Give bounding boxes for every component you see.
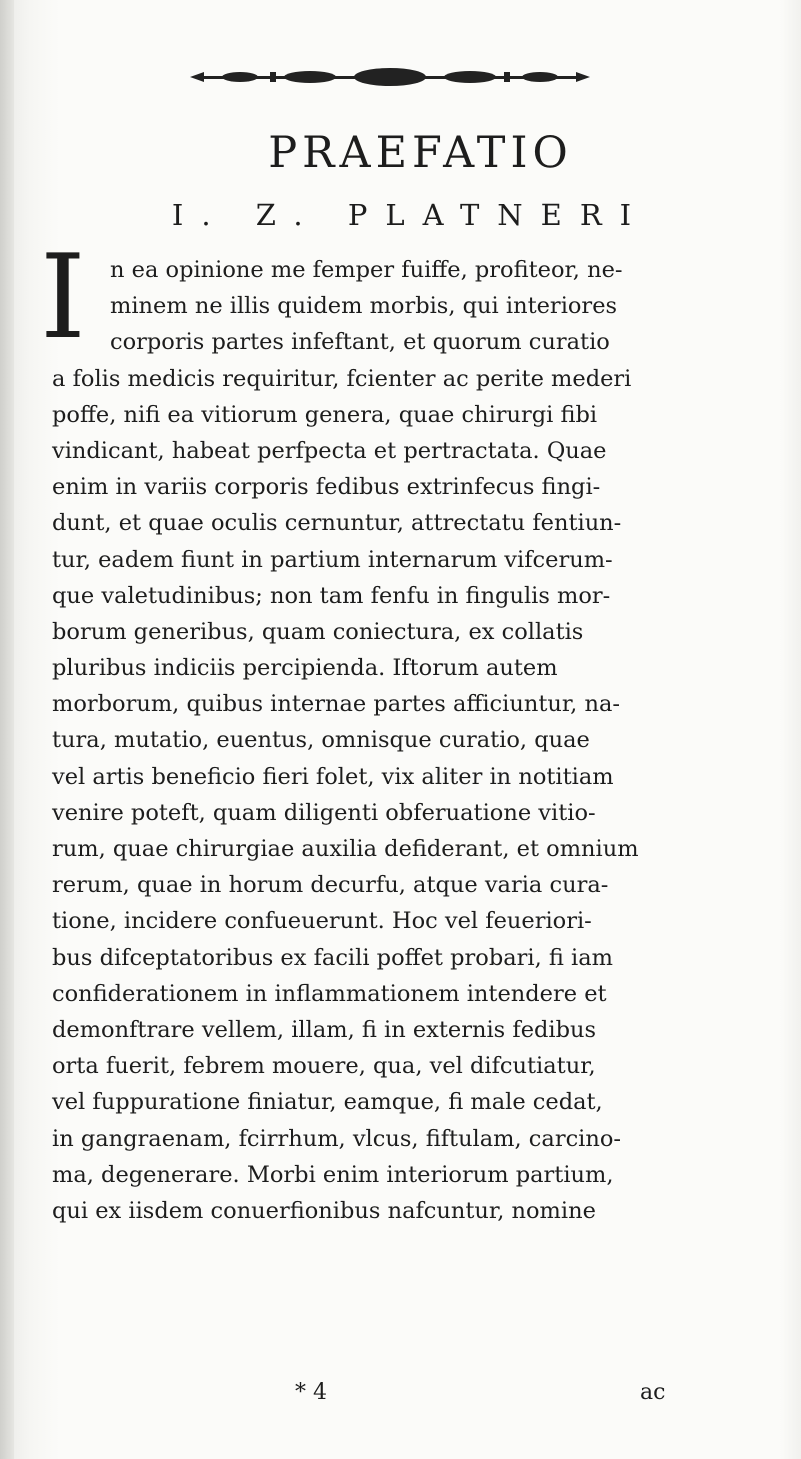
- text-line: vindicant, habeat perfpecta et pertractata. Quae: [52, 437, 607, 464]
- text-line: rerum, quae in horum decurfu, atque varia cura-: [52, 872, 609, 899]
- text-line: borum generibus, quam coniectura, ex collatis: [52, 618, 584, 645]
- page-title: PRAEFATIO: [268, 128, 573, 178]
- text-line: in gangraenam, fcirrhum, vlcus, fiftulam, carcino-: [52, 1125, 622, 1152]
- text-line: n ea opinione me femper fuiffe, profiteor, ne-: [110, 257, 623, 283]
- text-line: corporis partes infeftant, et quorum curatio: [110, 329, 610, 356]
- text-line: vel fuppuratione finiatur, eamque, fi male cedat,: [52, 1089, 603, 1116]
- text-line: demonftrare vellem, illam, fi in externis fedibus: [52, 1016, 597, 1043]
- page-footer: [0, 1380, 801, 1410]
- catchword: ac: [640, 1380, 666, 1405]
- text-line: minem ne illis quidem morbis, qui interiores: [110, 293, 618, 320]
- drop-cap-initial: I: [40, 230, 86, 365]
- author-heading: I. Z. PLATNERI: [171, 198, 650, 232]
- text-line: vel artis beneficio fieri folet, vix aliter in notitiam: [52, 763, 614, 790]
- text-line: tione, incidere confueuerunt. Hoc vel feueriori-: [52, 908, 592, 935]
- text-line: enim in variis corporis fedibus extrinfecus fingi-: [52, 474, 601, 501]
- text-line: poffe, nifi ea vitiorum genera, quae chirurgi fibi: [52, 401, 598, 428]
- text-line: confiderationem in inflammationem intendere et: [52, 980, 607, 1007]
- text-line: orta fuerit, febrem mouere, qua, vel difcutiatur,: [52, 1053, 596, 1080]
- body-text: [52, 252, 772, 1229]
- text-line: venire poteft, quam diligenti obferuatione vitio-: [52, 799, 596, 826]
- signature-mark: * 4: [295, 1380, 327, 1405]
- text-line: morborum, quibus internae partes afficiuntur, na-: [52, 691, 620, 718]
- ornamental-header-band: [180, 58, 600, 98]
- text-line: qui ex iisdem conuerfionibus nafcuntur, nomine: [52, 1197, 596, 1224]
- text-line: bus difceptatoribus ex facili poffet probari, fi iam: [52, 944, 613, 971]
- text-line: rum, quae chirurgiae auxilia defiderant, et omnium: [52, 836, 639, 862]
- text-line: que valetudinibus; non tam fenfu in fingulis mor-: [52, 582, 611, 609]
- text-line: ma, degenerare. Morbi enim interiorum partium,: [52, 1161, 614, 1188]
- text-line: a folis medicis requiritur, fcienter ac perite mederi: [52, 365, 632, 392]
- text-line: pluribus indiciis percipienda. Iftorum autem: [52, 655, 558, 682]
- text-line: tur, eadem fiunt in partium internarum vifcerum-: [52, 546, 613, 573]
- text-line: tura, mutatio, euentus, omnisque curatio, quae: [52, 727, 590, 754]
- text-line: dunt, et quae oculis cernuntur, attrectatu fentiun-: [52, 510, 622, 537]
